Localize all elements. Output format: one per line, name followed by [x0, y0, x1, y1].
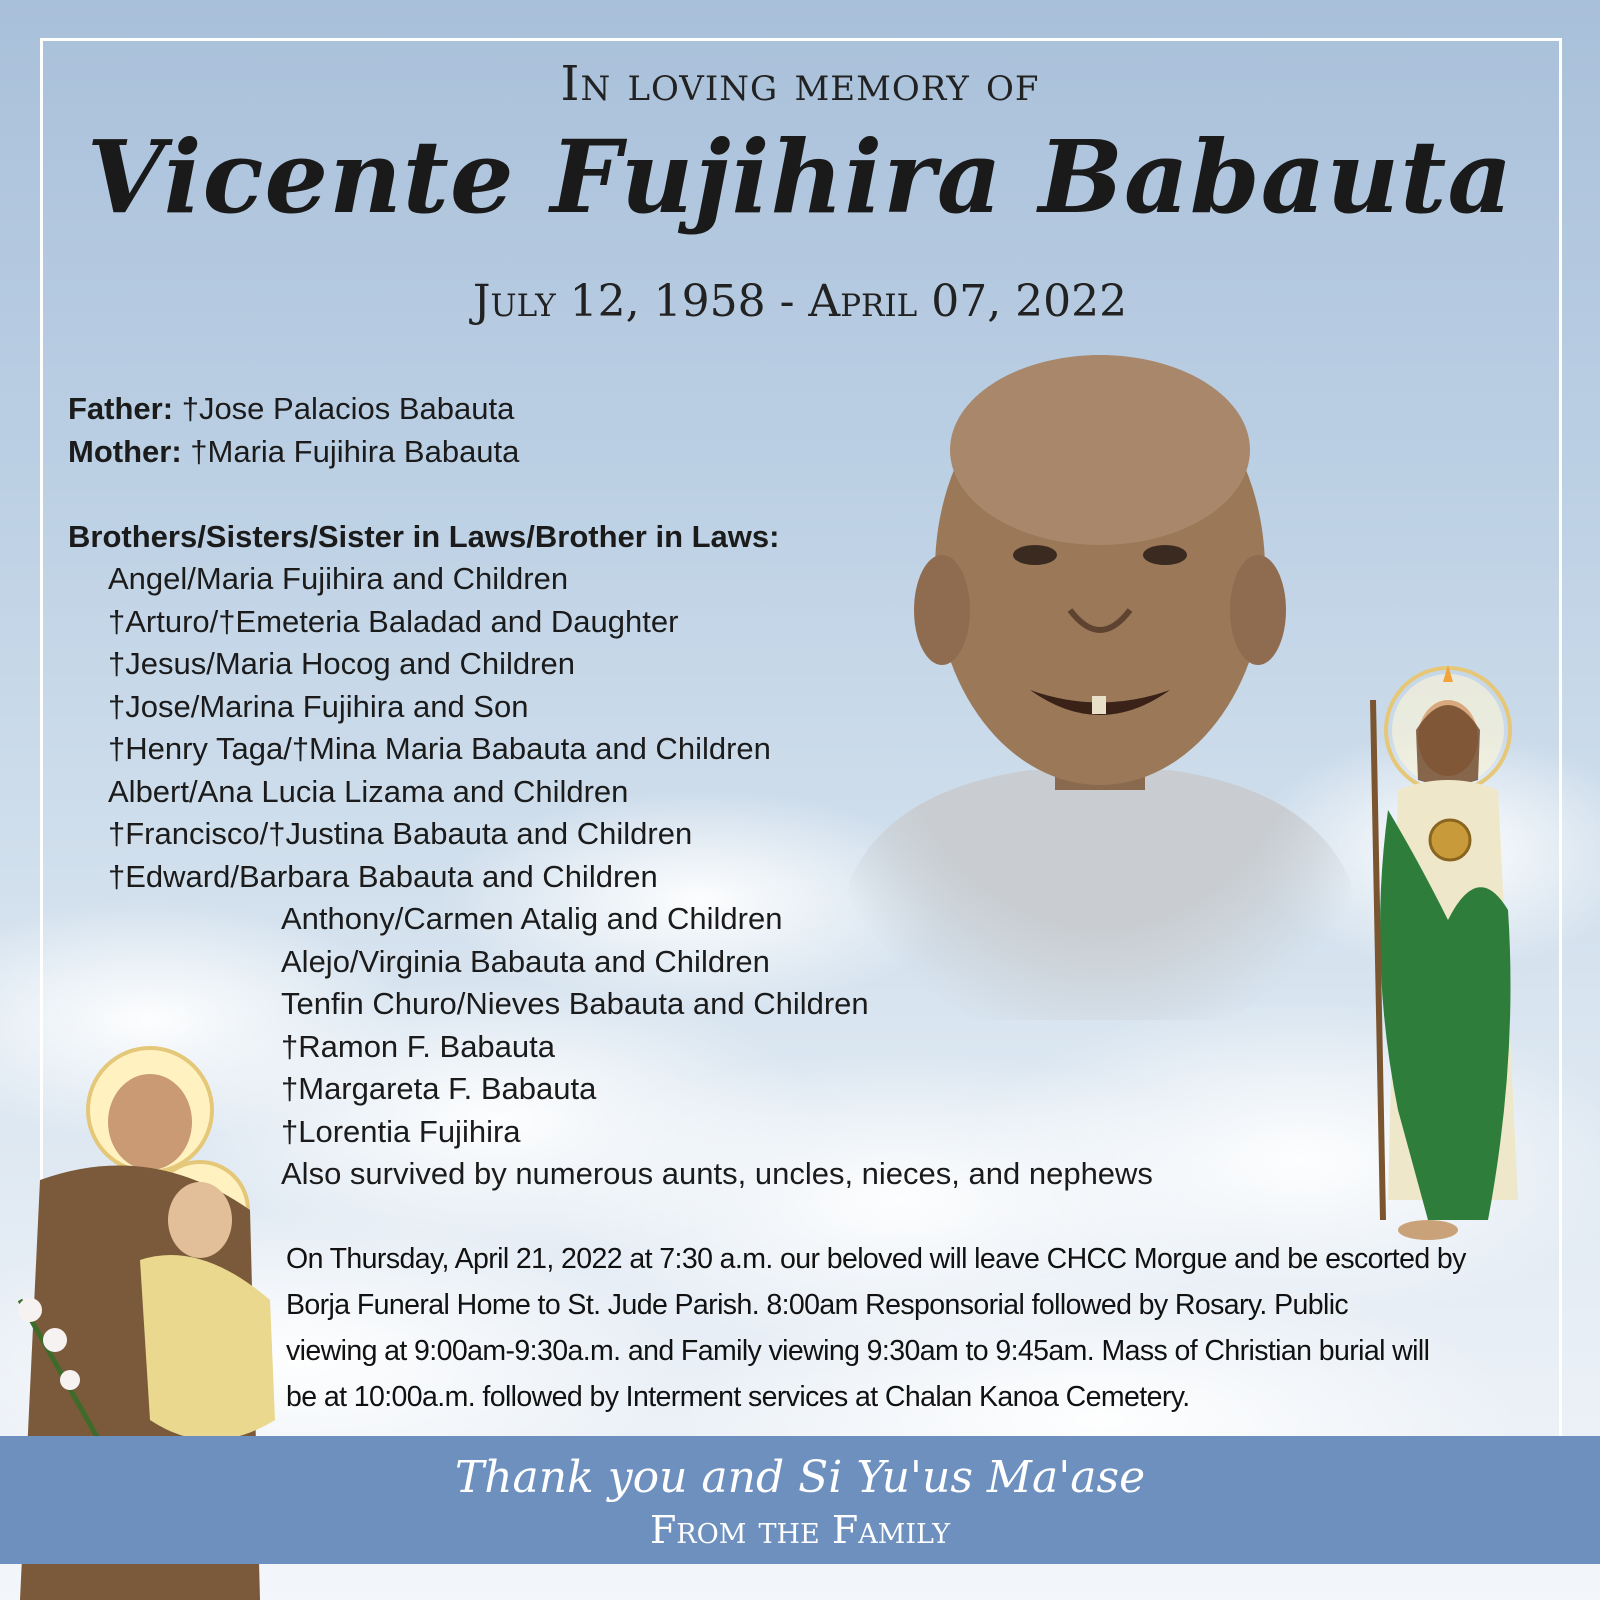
- life-dates: July 12, 1958 - April 07, 2022: [472, 276, 1128, 327]
- service-line: On Thursday, April 21, 2022 at 7:30 a.m. our beloved will leave CHCC Morgue and be escorted by: [286, 1243, 1466, 1275]
- saint-jude-image: [1328, 660, 1558, 1260]
- family-list: [68, 388, 1153, 1196]
- mother-name: †Maria Fujihira Babauta: [190, 433, 520, 469]
- service-line: be at 10:00a.m. followed by Interment services at Chalan Kanoa Cemetery.: [286, 1381, 1190, 1413]
- memorial-heading: In loving memory of: [560, 56, 1040, 112]
- list-item: †Francisco/†Justina Babauta and Children: [108, 816, 693, 851]
- list-item: †Lorentia Fujihira: [281, 1113, 521, 1149]
- from-the-family-text: From the Family: [649, 1508, 951, 1552]
- service-line: viewing at 9:00am-9:30a.m. and Family viewing 9:30am to 9:45am. Mass of Christian burial will: [286, 1335, 1430, 1367]
- deceased-name: Vicente Fujihira Babauta: [86, 118, 1514, 236]
- father-name: †Jose Palacios Babauta: [181, 391, 515, 426]
- list-item: †Jesus/Maria Hocog and Children: [108, 646, 575, 681]
- list-item: Albert/Ana Lucia Lizama and Children: [108, 773, 629, 809]
- list-item: Also survived by numerous aunts, uncles, nieces, and nephews: [281, 1156, 1153, 1191]
- list-item: Angel/Maria Fujihira and Children: [108, 561, 569, 596]
- list-item: Anthony/Carmen Atalig and Children: [281, 901, 783, 936]
- list-item: Alejo/Virginia Babauta and Children: [281, 943, 770, 979]
- list-item: †Edward/Barbara Babauta and Children: [108, 858, 658, 894]
- father-row: [68, 388, 1153, 431]
- list-item: Tenfin Churo/Nieves Babauta and Children: [281, 986, 869, 1021]
- mother-row: [68, 431, 1153, 474]
- list-item: †Margareta F. Babauta: [281, 1071, 597, 1106]
- list-item: †Ramon F. Babauta: [281, 1028, 556, 1064]
- service-details: [286, 1236, 1556, 1420]
- mother-label: Mother:: [68, 433, 182, 469]
- spacer: [68, 473, 1153, 516]
- list-item: †Jose/Marina Fujihira and Son: [108, 688, 529, 724]
- service-line: Borja Funeral Home to St. Jude Parish. 8:00am Responsorial followed by Rosary. Public: [286, 1289, 1349, 1321]
- list-item: †Arturo/†Emeteria Baladad and Daughter: [108, 603, 679, 639]
- list-item: †Henry Taga/†Mina Maria Babauta and Children: [108, 731, 771, 766]
- siblings-label: Brothers/Sisters/Sister in Laws/Brother in Laws:: [68, 518, 780, 554]
- thank-you-text: Thank you and Si Yu'us Ma'ase: [454, 1452, 1146, 1503]
- father-label: Father:: [68, 391, 174, 426]
